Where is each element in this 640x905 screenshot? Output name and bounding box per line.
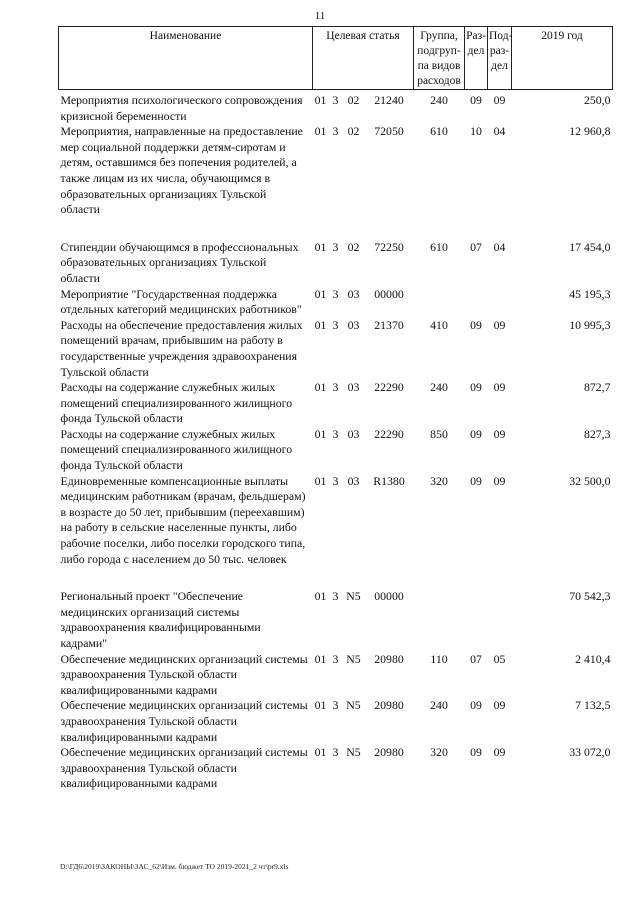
row-code-event: N5 [346,651,361,666]
row-name: Региональный проект "Обеспечение медицинских организаций системы здравоохранения квалифицированными кадрами" [60,589,261,650]
row-code-direction: 00000 [374,286,404,301]
row-group [414,287,465,318]
row-code-direction: 21240 [374,93,404,107]
row-code-direction: 20980 [374,698,404,713]
row-code-event: 02 [347,93,360,107]
row-podrazdel: 05 [493,651,506,666]
row-code-program: 01 [314,317,327,332]
row-name: Мероприятие "Государственная поддержка отдельных категорий медицинских работников" [60,286,302,317]
row-podrazdel: 09 [493,426,506,441]
row-podrazdel: 09 [493,93,506,107]
row-code-event: N5 [346,589,361,604]
row-group: 850 [430,426,448,441]
row-code-program: 01 [314,380,327,395]
row-razdel: 09 [470,380,482,395]
table-row [59,124,613,240]
header-year: 2019 год [512,27,613,90]
row-code-subprogram: 3 [332,317,339,332]
row-code-program: 01 [314,124,327,139]
row-group: 320 [430,473,448,488]
row-code-subprogram: 3 [332,286,339,301]
row-amount: 872,7 [583,380,611,395]
row-code-direction: 21370 [374,317,404,332]
row-code-event: 03 [347,380,360,395]
row-razdel: 09 [470,317,482,332]
table-row [59,90,613,125]
row-razdel: 07 [470,239,482,254]
row-group: 610 [430,124,448,139]
row-code-direction: 72250 [374,239,404,254]
row-razdel: 07 [470,651,482,666]
row-name: Мероприятия психологического сопровождения кризисной беременности [60,93,303,123]
row-amount: 10 995,3 [569,317,611,332]
row-code-program: 01 [314,426,327,441]
row-name: Обеспечение медицинских организаций системы здравоохранения Тульской области квалифицированными кадрами [60,651,308,697]
row-code-subprogram: 3 [332,589,339,604]
row-amount: 45 195,3 [569,286,611,301]
row-name: Расходы на содержание служебных жилых помещений специализированного жилищного фонда Тульской области [60,426,293,473]
table-row [59,589,613,651]
row-group: 320 [430,745,448,760]
row-code-subprogram: 3 [332,698,339,713]
row-podrazdel: 09 [493,380,506,395]
row-razdel: 09 [470,426,482,441]
row-podrazdel: 04 [493,124,506,139]
page-number: 11 [314,10,326,22]
row-code-subprogram: 3 [332,745,339,760]
row-code-program: 01 [314,651,327,666]
row-amount: 17 454,0 [569,239,611,254]
table-row [59,318,613,380]
row-razdel [465,287,488,318]
row-code-subprogram: 3 [332,651,339,666]
row-code-program: 01 [314,239,327,254]
header-group: Группа, подгруп-па видов расходов [414,27,465,90]
row-group [414,589,465,651]
row-podrazdel: 09 [493,473,506,488]
row-group: 610 [430,239,448,254]
row-code-program: 01 [314,745,327,760]
row-code-event: N5 [346,745,361,760]
row-amount: 12 960,8 [569,124,611,139]
row-code-event: 03 [347,286,360,301]
row-podrazdel: 09 [493,317,506,332]
row-code-event: N5 [346,698,361,713]
row-code-direction: 00000 [374,589,404,604]
table-row [59,652,613,699]
row-podrazdel: 09 [493,698,506,713]
header-target: Целевая статья [313,27,414,90]
row-name: Обеспечение медицинских организаций системы здравоохранения Тульской области квалифицированными кадрами [60,698,308,744]
row-name: Стипендии обучающимся в профессиональных образовательных организациях Тульской области [60,239,299,285]
table-row [59,427,613,474]
row-razdel: 09 [470,698,482,713]
row-code-direction: 20980 [374,745,404,760]
row-code-direction: 22290 [374,426,404,441]
table-row [59,380,613,427]
row-razdel [465,589,488,651]
row-amount: 250,0 [583,93,611,107]
row-amount: 827,3 [583,426,611,441]
row-code-event: 02 [347,124,360,139]
row-amount: 32 500,0 [569,473,611,488]
row-code-subprogram: 3 [332,93,339,107]
file-path-footer: D:\ГД6\2019\ЗАКОНЫ\ЗАС_62\Изм. бюджет ТО 2019-2021_2 чт\pr9.xls [60,862,289,871]
table-row [59,745,613,792]
table-row [59,240,613,287]
row-code-subprogram: 3 [332,380,339,395]
row-code-program: 01 [314,589,327,604]
row-amount: 7 132,5 [575,698,611,713]
header-podrazdel: Под-раз-дел [488,27,512,90]
row-name: Единовременные компенсационные выплаты медицинским работникам (врачам, фельдшерам) в возрасте до 50 лет, прибывшим (переехавшим) на работу в сельские населенные пункты, либо рабочие поселки, либо поселки городского типа, либо города с населением до 50 тыс. человек [60,473,306,566]
row-code-subprogram: 3 [332,124,339,139]
row-code-event: 03 [347,473,360,488]
header-razdel: Раз-дел [465,27,488,90]
header-name: Наименование [59,27,313,90]
row-amount: 33 072,0 [569,745,611,760]
row-code-subprogram: 3 [332,239,339,254]
row-name: Мероприятия, направленные на предоставление мер социальной поддержки детям-сиротам и детям, оставшимся без попечения родителей, а также лицам из их числа, обучающимся в образовательных организациях Тульской области [60,124,303,217]
table-row [59,474,613,590]
row-code-direction: 22290 [374,380,404,395]
row-name: Расходы на обеспечение предоставления жилых помещений врачам, прибывшим на работу в государственные учреждения здравоохранения Тульской области [60,317,303,379]
row-razdel: 09 [470,473,482,488]
row-group: 240 [430,93,448,107]
table-header [59,27,613,90]
row-code-direction: 72050 [374,124,404,139]
row-name: Обеспечение медицинских организаций системы здравоохранения Тульской области квалифицированными кадрами [60,745,308,791]
row-code-direction: 20980 [374,651,404,666]
row-podrazdel [488,287,512,318]
row-podrazdel: 04 [493,239,506,254]
row-group: 240 [430,698,448,713]
row-code-program: 01 [314,93,327,107]
budget-table [58,26,613,792]
row-code-event: 03 [347,317,360,332]
row-code-subprogram: 3 [332,426,339,441]
row-group: 110 [430,651,448,666]
row-razdel: 10 [470,124,482,139]
row-podrazdel [488,589,512,651]
row-amount: 70 542,3 [569,589,611,604]
row-code-program: 01 [314,473,327,488]
row-razdel: 09 [470,93,482,107]
table-body [59,90,613,792]
row-code-direction: R1380 [373,473,405,488]
row-group: 410 [430,317,448,332]
row-code-program: 01 [314,698,327,713]
row-code-subprogram: 3 [332,473,339,488]
row-name: Расходы на содержание служебных жилых помещений специализированного жилищного фонда Тульской области [60,380,293,426]
table-row [59,287,613,318]
row-amount: 2 410,4 [575,651,611,666]
row-code-event: 02 [347,239,360,254]
row-code-event: 03 [347,426,360,441]
row-razdel: 09 [470,745,482,760]
row-podrazdel: 09 [493,745,506,760]
row-group: 240 [430,380,448,395]
table-row [59,698,613,745]
row-code-program: 01 [314,286,327,301]
